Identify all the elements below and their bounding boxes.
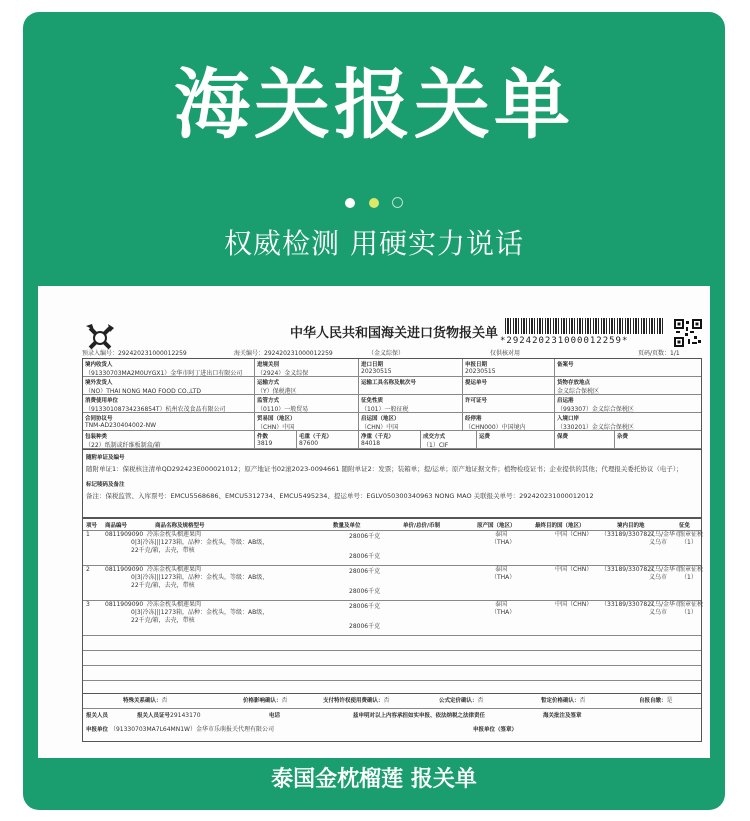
field-gross-weight: 毛重（千克） 87600 <box>297 431 359 449</box>
field-departure-country: 启运国（地区） （CHN）中国 <box>359 413 463 431</box>
field-insurance: 保费 <box>555 431 615 449</box>
field-consumer-unit: 消费使用单位 （91330108734236854T）杭州农茂食品有限公司 <box>83 395 255 413</box>
field-vessel: 运输工具名称及航次号 <box>359 377 463 395</box>
field-contract-no: 合同协议号 TNM-AD230404002-NW <box>83 413 255 431</box>
attached-docs-label: 随附单证及编号 <box>86 455 125 461</box>
goods-header-domestic: 境内目的地 <box>617 523 645 529</box>
notes-section <box>82 450 702 518</box>
customs-office: （金义综保） <box>368 350 405 357</box>
goods-header-code: 商品编号 <box>105 523 128 529</box>
declarant-label: 报关人员 <box>86 713 109 719</box>
marks-label: 标记唛码及备注 <box>86 482 125 488</box>
field-transport-mode: 运输方式 （Y）保税港区 <box>255 377 359 395</box>
qr-code-icon <box>674 319 702 347</box>
declarant-cert: 29143170 <box>170 712 201 719</box>
barcode-text: *292420231000012259* <box>500 336 629 346</box>
goods-header-name: 商品名称及规格型号 <box>155 523 205 529</box>
field-entry-port: 进境关别 （2924）金义综保 <box>255 359 359 377</box>
goods-header-no: 项号 <box>86 523 98 529</box>
field-package-type: 包装种类 （22）纸制或纤维板制盒/箱 <box>83 431 255 449</box>
field-departure-port: 启运港 （993307）金义综合保税区 <box>555 395 701 413</box>
field-net-weight: 净重（千克） 84018 <box>359 431 421 449</box>
carousel-dot-1[interactable] <box>345 198 355 208</box>
page-title: 海关报关单 <box>174 60 574 149</box>
carousel-indicator <box>23 192 725 211</box>
declaring-unit: （91330703MA7L64MN1W）金华市乐萌报关代理有限公司 <box>109 726 274 733</box>
goods-table <box>82 518 702 694</box>
attached-docs: 随附单证1：保税核注清单QD292423E000021012；原产地证书02滚2023-0094661 随附单证2：发票；装箱单；提/运单；原产地证据文件；植物检疫证书；企业提供的其他；代理报关委托协议（电子）； <box>86 465 683 473</box>
field-declare-date: 申报日期 20230515 <box>463 359 555 377</box>
field-trade-country: 贸易国（地区） （CHN）中国 <box>255 413 359 431</box>
field-bill-of-lading: 提运单号 <box>463 377 555 395</box>
usage-note: 仅供核对用 <box>490 350 521 357</box>
header-fields-grid <box>82 358 702 450</box>
field-license-no: 许可证号 <box>463 395 555 413</box>
phone-label: 电话 <box>269 713 281 719</box>
carousel-dot-2-active[interactable] <box>369 198 379 208</box>
table-row: 3 0811909090 冷冻金枕头榴莲果肉 0|3|冷冻|||1273箱，品种：金枕头，等级：AB级， 22千克/箱，去壳，带核 28006千克 28006千克 泰国 （THA） 中国（CHN） （33189/330782） 义乌/金华市 义乌市 照章征税 （1） <box>86 601 704 630</box>
field-misc-fee: 杂费 <box>615 431 701 449</box>
field-import-date: 进口日期 20230515 <box>359 359 463 377</box>
goods-header-qty: 数量及单位 <box>333 523 361 529</box>
field-supervision-mode: 监管方式 （0110）一般贸易 <box>255 395 359 413</box>
customs-number: 海关编号：292420231000012259 <box>234 350 333 357</box>
field-record-no: 备案号 <box>555 359 701 377</box>
declaring-unit-seal-label: 申报单位（签章） <box>473 727 518 733</box>
declarant-cert-label: 报关人员证号 <box>137 713 171 719</box>
document-title: 中华人民共和国海关进口货物报关单 <box>290 326 499 341</box>
tagline: 权威检测 用硬实力说话 <box>224 227 524 260</box>
carousel-dot-3[interactable] <box>392 197 403 208</box>
field-pieces: 件数 3819 <box>255 431 297 449</box>
field-transaction-mode: 成交方式 （1）CIF <box>421 431 477 449</box>
declaring-unit-label: 申报单位 <box>86 727 109 733</box>
table-row: 1 0811909090 冷冻金枕头榴莲果肉 0|3|冷冻|||1273箱，品种：金枕头，等级：AB级， 22千克/箱，去壳，带核 28006千克 28006千克 泰国 （THA） 中国（CHN） （33189/330782） 义乌/金华市 义乌市 照章征税 （1） <box>86 531 704 560</box>
field-entry-point: 入境口岸 （330201）金义综合保税区 <box>555 413 701 431</box>
field-freight: 运费 <box>477 431 555 449</box>
field-consignee: 境内收货人 （91330703MA2M0UYGX1）金华市阿丁进出口有限公司 <box>83 359 255 377</box>
field-stopover-port: 经停港 （CHN000）中国境内 <box>463 413 555 431</box>
goods-header-origin: 原产国（地区） <box>477 523 516 529</box>
field-shipper: 境外发货人 （NO）THAI NONG MAO FOOD CO.,LTD <box>83 377 255 395</box>
customs-declaration-document <box>38 286 710 758</box>
prerecord-number: 预录入编号：292420231000012259 <box>82 350 187 357</box>
declaration-footer <box>82 694 702 742</box>
marks-remarks: 备注：保税监管、入库票号：EMCU5568686、EMCU5312734、EMCU5495234、提运单号：EGLV050300340963 NONG MAO 关联报关单号：292420231000012012 <box>86 492 594 500</box>
goods-header-price: 单价/总价/币制 <box>403 523 441 529</box>
field-levy-nature: 征免性质 （101）一般征税 <box>359 395 463 413</box>
declaration-statement: 兹申明对以上内容承担如实申报、依法纳税之法律责任 <box>353 713 486 719</box>
goods-header-destination: 最终目的国（地区） <box>535 523 585 529</box>
goods-header-exemption: 征免 <box>679 523 691 529</box>
page-number: 页码/页数：1/1 <box>638 350 680 357</box>
table-row: 2 0811909090 冷冻金枕头榴莲果肉 0|3|冷冻|||1273箱，品种：金枕头，等级：AB级， 22千克/箱，去壳，带核 28006千克 28006千克 泰国 （THA） 中国（CHN） （33189/330782） 义乌/金华市 义乌市 照章征税 （1） <box>86 566 704 595</box>
footer-caption: 泰国金枕榴莲 报关单 <box>271 767 477 792</box>
banner-card <box>23 12 725 810</box>
confirm-row: 特殊关系确认：否 价格影响确认：否 支付特许权使用费确认：否 公式定价确认：否 暂定价格确认：否 自报自缴：是 <box>83 694 701 709</box>
customs-note-label: 海关批注及签章 <box>543 713 582 719</box>
field-storage-place: 货物存放地点 金义综合保税区 <box>555 377 701 395</box>
barcode <box>505 318 665 334</box>
